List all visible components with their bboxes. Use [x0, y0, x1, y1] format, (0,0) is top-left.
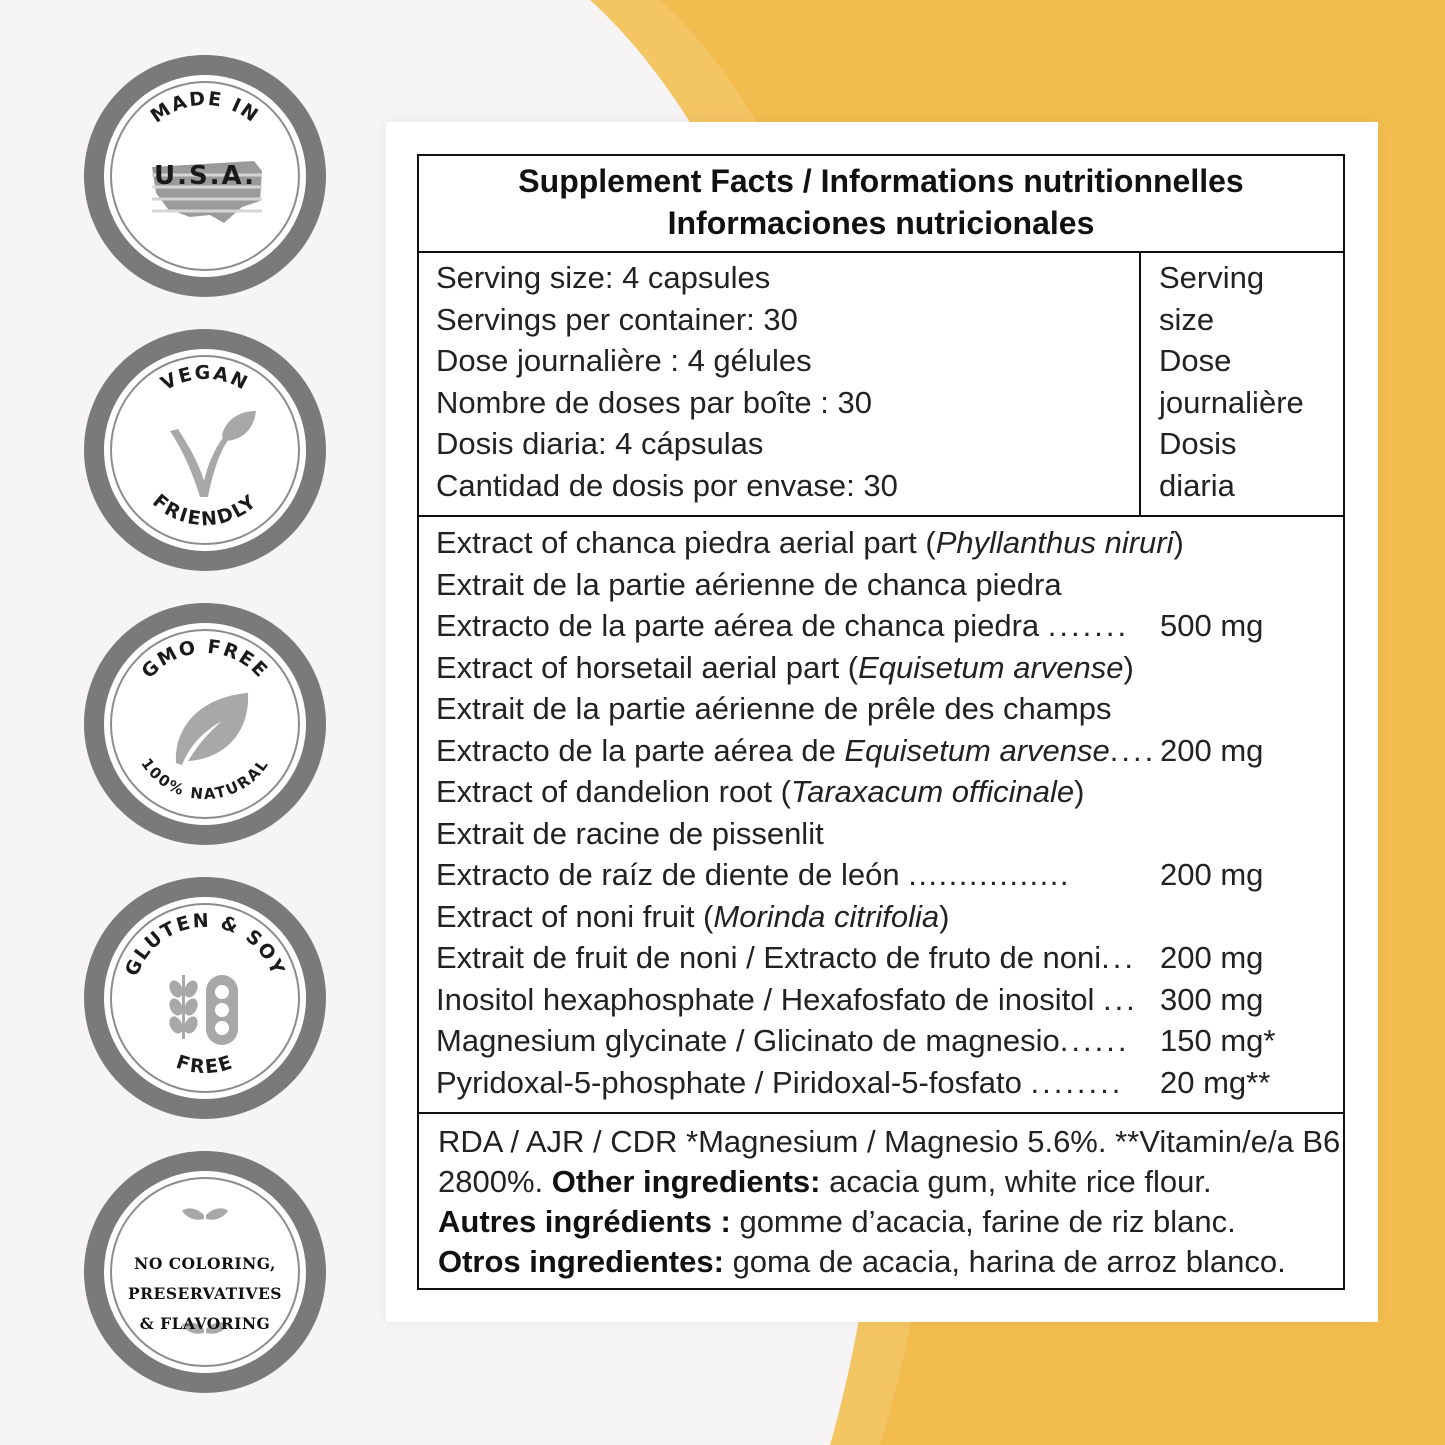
supplement-facts-card: [386, 122, 1378, 1322]
serving-line: Dose journalière : 4 gélules: [436, 343, 812, 378]
ingredient-line: Extrait de racine de pissenlit: [436, 815, 824, 851]
rda-line: RDA / AJR / CDR *Magnesium / Magnesio 5.6%. **Vitamin/e/a B6: [438, 1124, 1341, 1159]
ingredient-line: Extracto de la parte aérea de chanca piedra ....... 500 mg: [419, 605, 1343, 647]
serving-line: Dosis diaria: 4 cápsulas: [436, 426, 764, 461]
serving-details: [419, 253, 1141, 515]
ingredient-amount: 200 mg: [1160, 940, 1264, 975]
ingredient-line: Extrait de fruit de noni / Extracto de fruto de noni... 200 mg: [419, 937, 1343, 979]
ingredient-line: Extracto de raíz de diente de león ................ 200 mg: [419, 854, 1343, 896]
serving-header-line: Dosis: [1159, 426, 1237, 461]
ingredient-amount: 300 mg: [1160, 981, 1264, 1017]
svg-text:FRIENDLY: FRIENDLY: [148, 489, 262, 531]
serving-header-column: [1141, 253, 1343, 515]
gmo-free-badge: [84, 603, 326, 845]
ingredient-amount: 150 mg*: [1160, 1023, 1276, 1058]
ingredient-line: Inositol hexaphosphate / Hexafosfato de inositol ... 300 mg: [419, 979, 1343, 1021]
other-ingredients-en: 2800%. Other ingredients: acacia gum, white rice flour.: [438, 1164, 1212, 1199]
ingredients-list: [419, 517, 1343, 1114]
serving-line: Cantidad de dosis por envase: 30: [436, 467, 898, 503]
facts-title: [419, 156, 1343, 253]
supplement-facts-table: [417, 154, 1345, 1290]
vegan-leaf-icon: [104, 349, 306, 551]
ingredient-line: Magnesium glycinate / Glicinato de magnesio...... 150 mg*: [419, 1020, 1343, 1062]
sprout-icon: [104, 1171, 306, 1373]
facts-footer: [419, 1114, 1343, 1288]
serving-header-line: Serving: [1159, 260, 1265, 295]
usa-label: U.S.A.: [153, 161, 257, 191]
svg-text:FREE: FREE: [173, 1050, 237, 1079]
ingredient-amount: 500 mg: [1160, 608, 1264, 643]
no-coloring-label: NO COLORING, PRESERVATIVES & FLAVORING: [127, 1254, 282, 1333]
serving-header-line: diaria: [1159, 467, 1235, 503]
leaf-icon: [104, 623, 306, 825]
ingredient-amount: 20 mg**: [1160, 1064, 1271, 1100]
serving-header-line: Dose: [1159, 343, 1232, 378]
serving-header-line: size: [1159, 301, 1215, 337]
serving-line: Servings per container: 30: [436, 301, 798, 337]
wheat-soy-icon: [104, 897, 306, 1099]
svg-text:100% NATURAL: 100% NATURAL: [137, 754, 273, 804]
title-line-2: Informaciones nutricionales: [667, 205, 1095, 241]
svg-text:VEGAN: VEGAN: [157, 361, 253, 396]
serving-info: [419, 253, 1343, 517]
svg-text:GMO FREE: GMO FREE: [137, 635, 273, 683]
serving-line: Serving size: 4 capsules: [436, 260, 771, 295]
svg-text:GLUTEN & SOY: GLUTEN & SOY: [120, 909, 290, 980]
ingredient-line: Extrait de la partie aérienne de chanca piedra: [436, 566, 1062, 602]
other-ingredients-es: Otros ingredientes: goma de acacia, harina de arroz blanco.: [438, 1244, 1286, 1279]
ingredient-line: Extract of chanca piedra aerial part (Phyllanthus niruri): [436, 525, 1184, 560]
ingredient-line: Extrait de la partie aérienne de prêle des champs: [436, 691, 1112, 726]
other-ingredients-fr: Autres ingrédients : gomme d’acacia, farine de riz blanc.: [438, 1204, 1236, 1239]
made-in-usa-badge: [84, 55, 326, 297]
gluten-soy-free-badge: [84, 877, 326, 1119]
title-line-1: Supplement Facts / Informations nutritionnelles: [518, 163, 1244, 199]
serving-line: Nombre de doses par boîte : 30: [436, 384, 872, 420]
ingredient-line: Extract of horsetail aerial part (Equisetum arvense): [436, 649, 1134, 685]
ingredient-line: Pyridoxal-5-phosphate / Piridoxal-5-fosfato ........ 20 mg**: [419, 1062, 1343, 1104]
no-coloring-badge: [84, 1151, 326, 1393]
ingredient-line: Extracto de la parte aérea de Equisetum arvense.... 200 mg: [419, 730, 1343, 772]
svg-text:MADE IN: MADE IN: [146, 87, 264, 128]
usa-flag-map-icon: [104, 75, 306, 277]
ingredient-line: Extract of noni fruit (Morinda citrifolia): [436, 898, 950, 934]
vegan-friendly-badge: [84, 329, 326, 571]
ingredient-amount: 200 mg: [1160, 732, 1264, 768]
ingredient-line: Extract of dandelion root (Taraxacum officinale): [436, 774, 1085, 809]
ingredient-amount: 200 mg: [1160, 857, 1264, 892]
serving-header-line: journalière: [1159, 384, 1304, 420]
